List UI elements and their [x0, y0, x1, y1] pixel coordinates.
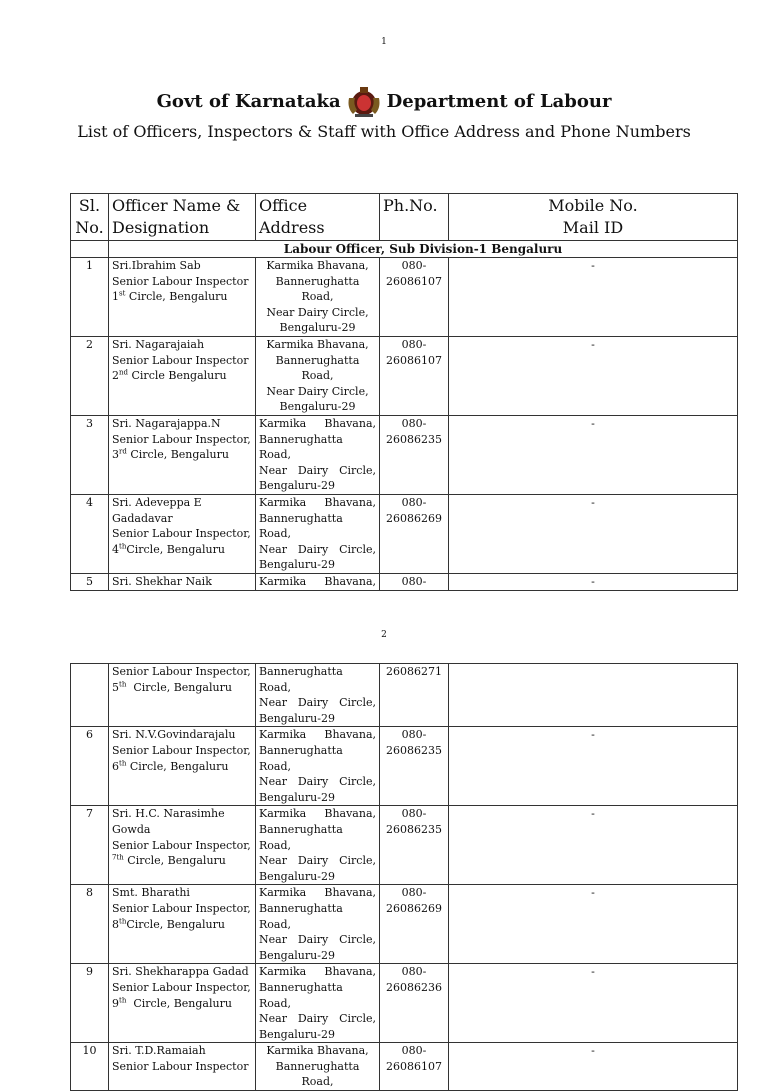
row-officer [109, 1043, 256, 1091]
address-line: Bannerughatta Road, [259, 743, 343, 773]
row-phone [380, 336, 449, 415]
address-line: Near Dairy Circle, [259, 696, 376, 710]
table-header-row [71, 194, 738, 241]
address-line: Near Dairy Circle, [266, 384, 369, 398]
address-line: Karmika Bhavana, [259, 416, 376, 430]
address-line: Near Dairy Circle, [259, 1012, 376, 1026]
row-mobile: - [449, 258, 738, 337]
circle-number: 6 [112, 759, 119, 773]
officer-circle [112, 917, 252, 933]
circle-number: 9 [112, 996, 119, 1010]
officer-designation: Senior Labour Inspector [112, 353, 249, 367]
officer-circle [112, 542, 252, 558]
phone-line: 080- [401, 416, 427, 430]
row-phone [380, 885, 449, 964]
phone-line: 26086269 [386, 511, 442, 525]
col-header-mobile-line2: Mail ID [562, 218, 624, 237]
row-mobile: - [449, 415, 738, 494]
officer-name: Sri.Ibrahim Sab [112, 259, 201, 272]
phone-line: 080- [401, 495, 427, 509]
row-address [256, 258, 380, 337]
circle-text: Circle, Bengaluru [126, 680, 232, 694]
row-sl: 1 [71, 258, 109, 337]
table-row [71, 964, 738, 1043]
address-line: Bannerughatta Road, [275, 353, 360, 383]
row-sl: 9 [71, 964, 109, 1043]
officer-circle [112, 368, 252, 384]
address-line: Bannerughatta Road, [275, 274, 360, 304]
address-line: Karmika Bhavana, [259, 965, 376, 979]
row-sl: 6 [71, 727, 109, 806]
row-sl: 2 [71, 336, 109, 415]
address-line: Near Dairy Circle, [259, 775, 376, 789]
section-blank-cell [71, 241, 109, 258]
table-row [71, 806, 738, 885]
row-phone [380, 258, 449, 337]
row-mobile: - [449, 336, 738, 415]
col-header-name-line1: Officer Name & [112, 196, 241, 215]
address-line: Near Dairy Circle, [266, 305, 369, 319]
table-row [71, 1043, 738, 1091]
address-line: Near Dairy Circle, [259, 854, 376, 868]
officer-circle [112, 853, 252, 869]
address-line: Near Dairy Circle, [259, 933, 376, 947]
row-address [256, 885, 380, 964]
circle-text: Circle, Bengaluru [126, 759, 229, 773]
row-officer [109, 258, 256, 337]
officer-name: Sri. H.C. Narasimhe [112, 807, 225, 821]
row-officer [109, 494, 256, 573]
officer-name: Smt. Bharathi [112, 886, 190, 900]
circle-number: 3 [112, 448, 119, 462]
table-row [71, 664, 738, 727]
page-number-1: 1 [381, 37, 387, 47]
phone-line: 26086236 [386, 980, 442, 994]
phone-line: 080- [401, 337, 427, 351]
heading-department: Department of Labour [386, 90, 612, 112]
row-sl: 5 [71, 573, 109, 590]
address-line: Bannerughatta Road, [259, 511, 343, 541]
row-mobile: - [449, 885, 738, 964]
address-line: Karmika Bhavana, [259, 574, 376, 588]
address-line: Bengaluru-29 [259, 711, 335, 725]
phone-line: 080- [401, 574, 427, 588]
address-line: Bannerughatta Road, [259, 822, 343, 852]
phone-line: 080- [401, 1044, 427, 1058]
circle-text: Circle, Bengaluru [126, 996, 232, 1010]
row-officer [109, 727, 256, 806]
circle-ordinal-suffix: th [119, 758, 127, 767]
officer-designation: Senior Labour Inspector, [112, 838, 251, 852]
officer-designation: Senior Labour Inspector, [112, 527, 251, 541]
table-row [71, 573, 738, 590]
row-mobile: - [449, 727, 738, 806]
officer-designation: Senior Labour Inspector, [112, 432, 251, 446]
address-line: Near Dairy Circle, [259, 463, 376, 477]
table-row [71, 336, 738, 415]
circle-number: 4 [112, 542, 119, 556]
phone-line: 26086107 [386, 1059, 442, 1073]
col-header-mobile-line1: Mobile No. [548, 196, 638, 215]
document-subheading: List of Officers, Inspectors & Staff with Office Address and Phone Numbers [77, 122, 691, 141]
circle-text: Circle, Bengaluru [126, 448, 229, 462]
officer-name: Sri. Nagarajaiah [112, 337, 205, 351]
karnataka-emblem-icon [345, 84, 383, 118]
col-header-sl [71, 194, 109, 241]
table-row [71, 885, 738, 964]
circle-number: 5 [112, 680, 119, 694]
circle-text: Circle, Bengaluru [126, 917, 225, 931]
address-line: Bannerughatta Road, [275, 1059, 360, 1089]
row-officer [109, 664, 256, 727]
phone-line: 080- [401, 259, 427, 272]
address-line: Bannerughatta Road, [259, 901, 343, 931]
row-phone [380, 494, 449, 573]
row-sl: 4 [71, 494, 109, 573]
row-officer [109, 806, 256, 885]
row-phone [380, 1043, 449, 1091]
phone-line: 26086271 [386, 665, 442, 678]
row-sl: 8 [71, 885, 109, 964]
officer-name-cont: Gowda [112, 822, 151, 836]
row-officer [109, 885, 256, 964]
address-line: Bengaluru-29 [259, 1027, 335, 1041]
officer-circle [112, 289, 252, 305]
row-mobile: - [449, 964, 738, 1043]
address-line: Bengaluru-29 [259, 479, 335, 493]
phone-line: 080- [401, 965, 427, 979]
row-mobile: - [449, 806, 738, 885]
row-sl: 7 [71, 806, 109, 885]
row-address [256, 964, 380, 1043]
row-address [256, 1043, 380, 1091]
row-officer [109, 964, 256, 1043]
circle-number: 2 [112, 369, 119, 383]
circle-text: Circle, Bengaluru [126, 542, 225, 556]
circle-ordinal-suffix: th [119, 679, 127, 688]
address-line: Karmika Bhavana, [266, 337, 369, 351]
row-mobile: - [449, 573, 738, 590]
phone-line: 26086235 [386, 743, 442, 757]
circle-ordinal-suffix: nd [119, 368, 128, 377]
address-line: Near Dairy Circle, [259, 542, 376, 556]
circle-text: Circle, Bengaluru [125, 290, 228, 304]
row-officer [109, 336, 256, 415]
row-address [256, 415, 380, 494]
row-address [256, 573, 380, 590]
address-line: Bannerughatta Road, [259, 980, 343, 1010]
row-phone [380, 806, 449, 885]
circle-ordinal-suffix: 7th [112, 853, 124, 862]
circle-number: 8 [112, 917, 119, 931]
section-row [71, 241, 738, 258]
row-mobile: - [449, 1043, 738, 1091]
officer-circle [112, 996, 252, 1012]
row-phone [380, 727, 449, 806]
address-line: Bengaluru-29 [279, 321, 356, 335]
col-header-sl-line1: Sl. [78, 196, 101, 215]
row-phone [380, 415, 449, 494]
phone-line: 080- [401, 728, 427, 742]
circle-text: Circle, Bengaluru [123, 854, 226, 868]
officer-circle [112, 680, 252, 696]
row-sl: 10 [71, 1043, 109, 1091]
officer-designation: Senior Labour Inspector, [112, 743, 251, 757]
row-address [256, 494, 380, 573]
row-officer [109, 415, 256, 494]
address-line: Karmika Bhavana, [266, 259, 369, 272]
row-mobile: - [449, 494, 738, 573]
row-phone [380, 573, 449, 590]
col-header-sl-line2: No. [75, 218, 104, 237]
officer-circle [112, 759, 252, 775]
table-row [71, 494, 738, 573]
address-line: Bengaluru-29 [259, 558, 335, 572]
row-address [256, 727, 380, 806]
phone-line: 26086235 [386, 822, 442, 836]
circle-number: 1 [112, 290, 119, 304]
col-header-address: Office Address [256, 194, 380, 241]
officer-name-cont: Gadadavar [112, 511, 173, 525]
circle-text: Circle Bengaluru [128, 369, 227, 383]
officer-designation: Senior Labour Inspector [112, 274, 249, 288]
circle-ordinal-suffix: st [119, 289, 126, 298]
officer-name: Sri. Nagarajappa.N [112, 416, 221, 430]
row-sl: 3 [71, 415, 109, 494]
phone-line: 080- [401, 807, 427, 821]
address-line: Karmika Bhavana, [259, 886, 376, 900]
officer-designation: Senior Labour Inspector, [112, 665, 251, 678]
row-phone [380, 664, 449, 727]
address-line: Bannerughatta Road, [259, 665, 343, 694]
officer-designation: Senior Labour Inspector [112, 1059, 249, 1073]
address-line: Bannerughatta Road, [259, 432, 343, 462]
officer-name: Sri. T.D.Ramaiah [112, 1044, 206, 1058]
page-number-2: 2 [381, 630, 387, 640]
phone-line: 26086107 [386, 353, 442, 367]
officer-name: Sri. Shekharappa Gadad [112, 965, 249, 979]
table-row [71, 727, 738, 806]
circle-ordinal-suffix: th [119, 995, 127, 1004]
officer-name: Sri. Adeveppa E [112, 495, 202, 509]
address-line: Karmika Bhavana, [259, 807, 376, 821]
col-header-phone: Ph.No. [380, 194, 449, 241]
officer-designation: Senior Labour Inspector, [112, 901, 251, 915]
row-sl [71, 664, 109, 727]
document-heading [0, 84, 768, 118]
phone-line: 26086235 [386, 432, 442, 446]
officer-circle [112, 447, 252, 463]
officers-table-page2 [70, 663, 738, 1091]
row-mobile [449, 664, 738, 727]
phone-line: 26086107 [386, 274, 442, 288]
circle-ordinal-suffix: th [119, 916, 127, 925]
address-line: Karmika Bhavana, [259, 728, 376, 742]
table-row [71, 415, 738, 494]
col-header-name [109, 194, 256, 241]
circle-ordinal-suffix: th [119, 542, 127, 551]
circle-ordinal-suffix: rd [119, 447, 127, 456]
address-line: Karmika Bhavana, [266, 1044, 369, 1058]
row-address [256, 664, 380, 727]
officer-name: Sri. N.V.Govindarajalu [112, 728, 236, 742]
phone-line: 080- [401, 886, 427, 900]
col-header-mobile [449, 194, 738, 241]
phone-line: 26086269 [386, 901, 442, 915]
officer-name: Sri. Shekhar Naik [112, 574, 212, 588]
address-line: Bengaluru-29 [259, 869, 335, 883]
address-line: Bengaluru-29 [279, 400, 356, 414]
row-phone [380, 964, 449, 1043]
address-line: Bengaluru-29 [259, 948, 335, 962]
section-title: Labour Officer, Sub Division-1 Bengaluru [109, 241, 738, 258]
row-address [256, 336, 380, 415]
address-line: Karmika Bhavana, [259, 495, 376, 509]
officers-table-page1 [70, 193, 738, 591]
table-row [71, 258, 738, 337]
col-header-name-line2: Designation [112, 218, 210, 237]
row-officer [109, 573, 256, 590]
heading-govt: Govt of Karnataka [156, 90, 341, 112]
row-address [256, 806, 380, 885]
officer-designation: Senior Labour Inspector, [112, 980, 251, 994]
address-line: Bengaluru-29 [259, 790, 335, 804]
